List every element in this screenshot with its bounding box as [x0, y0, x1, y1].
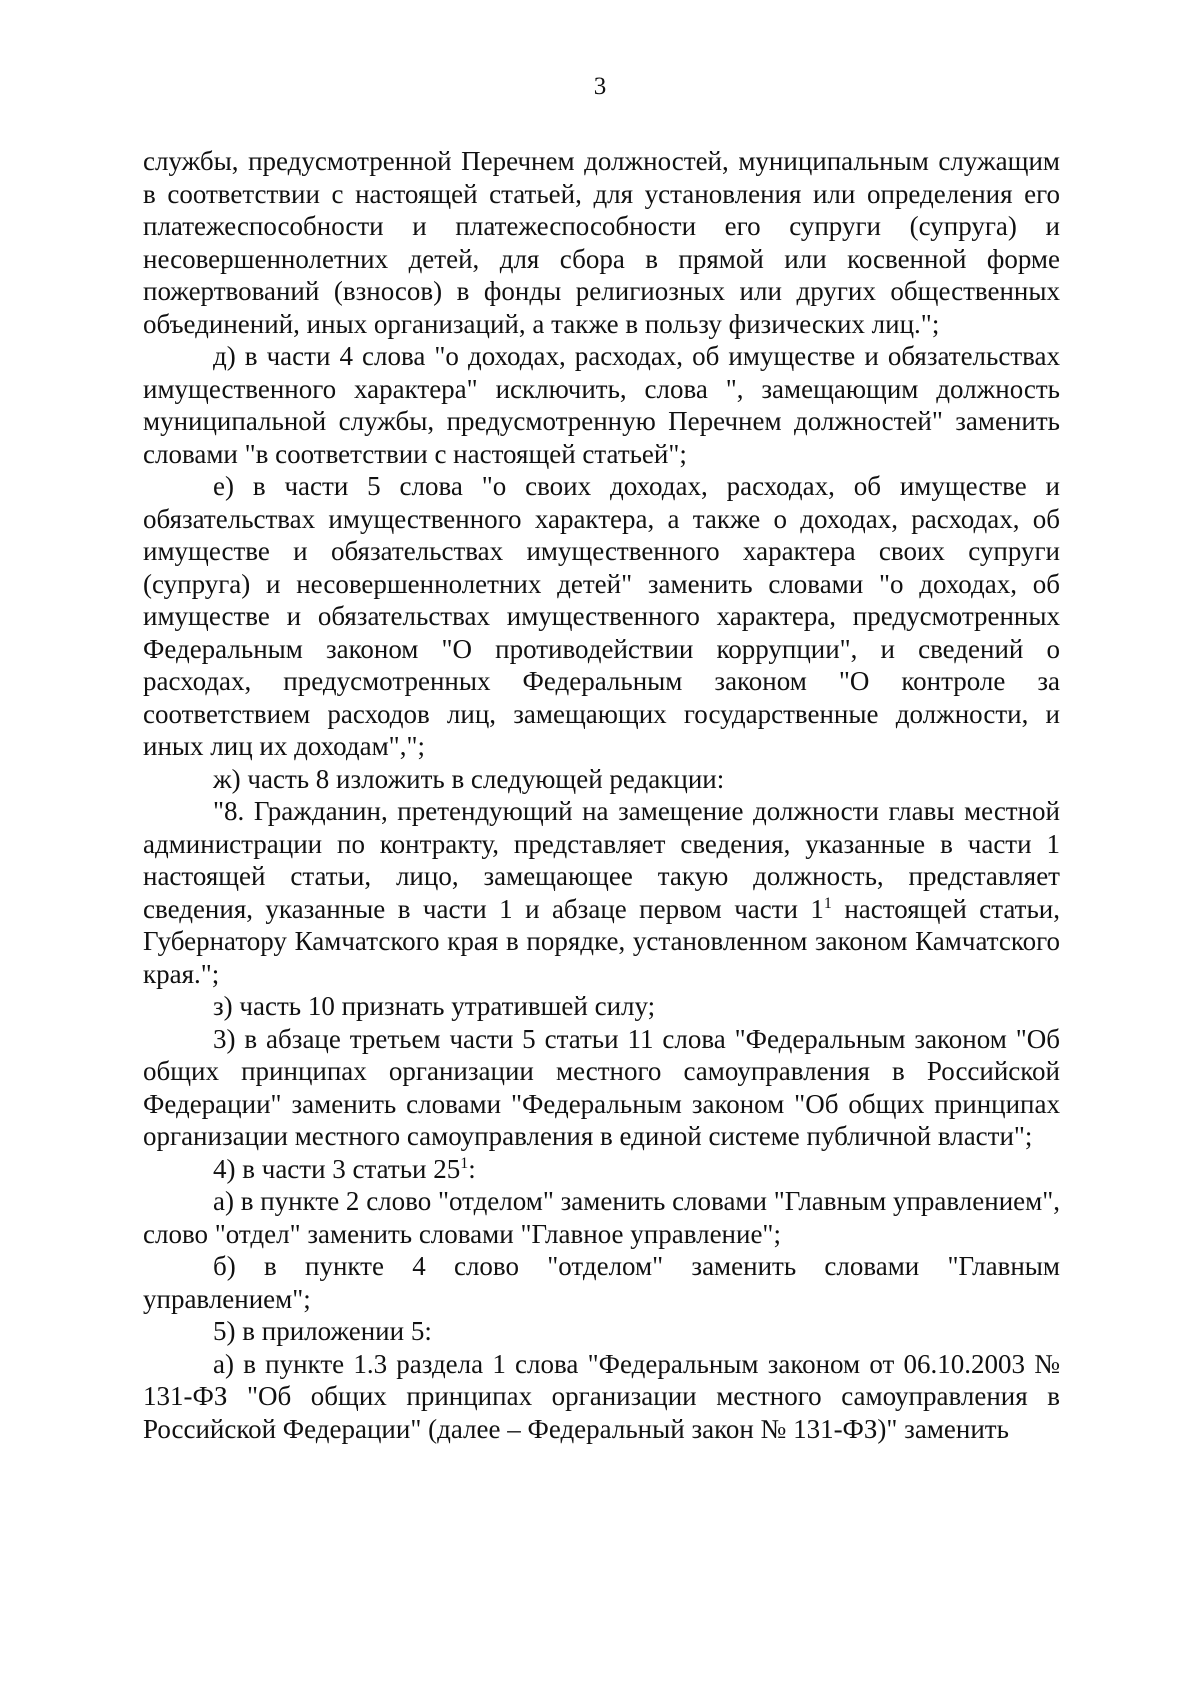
paragraph-4: ж) часть 8 изложить в следующей редакции: [213, 763, 725, 794]
paragraph-2: д) в части 4 слова "о доходах, расходах, об имуществе и обязательствах имущественного характера" исключить, слова ", замещающим должность муниципальной службы, предусмотренную Перечнем должностей" заменить словами "в соответствии с настоящей статьей"; [143, 341, 1060, 469]
paragraph-8: 4) в части 3 статьи $25^1$: [213, 1153, 476, 1184]
paragraph-12: а) в пункте 1.3 раздела 1 слова "Федеральным законом от 06.10.2003 № 131-ФЗ "Об общих принципах организации местного самоуправления в Российской Федерации" (далее – Федеральный закон № 131-ФЗ)" заменить [143, 1348, 1060, 1444]
paragraph-7: 3) в абзаце третьем части 5 статьи 11 слова "Федеральным законом "Об общих принципах организации местного самоуправления в Российской Федерации" заменить словами "Федеральным законом "Об общих принципах организации местного самоуправления в единой системе публичной власти"; [143, 1023, 1060, 1151]
paragraph-6: з) часть 10 признать утратившей силу; [213, 991, 656, 1021]
paragraph-10: б) в пункте 4 слово "отделом" заменить словами "Главным управлением"; [143, 1251, 1060, 1314]
document-body [143, 145, 1060, 1445]
paragraph-9: а) в пункте 2 слово "отделом" заменить словами "Главным управлением", слово "отдел" заменить словами "Главное управление"; [143, 1186, 1060, 1249]
paragraph-5: "8. Гражданин, претендующий на замещение должности главы местной администрации по контракту, представляет сведения, указанные в части 1 настоящей статьи, лицо, замещающее такую должность, представляет сведения, указанные в части 1 и абзаце первом части $1^1$ настоящей статьи, Губернатору Камчатского края в порядке, установленном законом Камчатского края."; [143, 796, 1060, 989]
superscript: 1 [823, 894, 832, 912]
paragraph-11: 5) в приложении 5: [213, 1316, 432, 1346]
paragraph-1: службы, предусмотренной Перечнем должностей, муниципальным служащим в соответствии с настоящей статьей, для установления или определения его платежеспособности и платежеспособности его супруги (супруга) и несовершеннолетних детей, для сбора в прямой или косвенной форме пожертвований (взносов) в фонды религиозных или других общественных объединений, иных организаций, а также в пользу физических лиц."; [143, 146, 1060, 339]
paragraph-3: е) в части 5 слова "о своих доходах, расходах, об имуществе и обязательствах имущественного характера, а также о доходах, расходах, об имуществе и обязательствах имущественного характера своих супруги (супруга) и несовершеннолетних детей" заменить словами "о доходах, об имуществе и обязательствах имущественного характера, предусмотренных Федеральным законом "О противодействии коррупции", и сведений о расходах, предусмотренных Федеральным законом "О контроле за соответствием расходов лиц, замещающих государственные должности, и иных лиц их доходам","; [143, 471, 1060, 761]
page-number: 3 [593, 73, 607, 100]
superscript: 1 [460, 1154, 469, 1172]
